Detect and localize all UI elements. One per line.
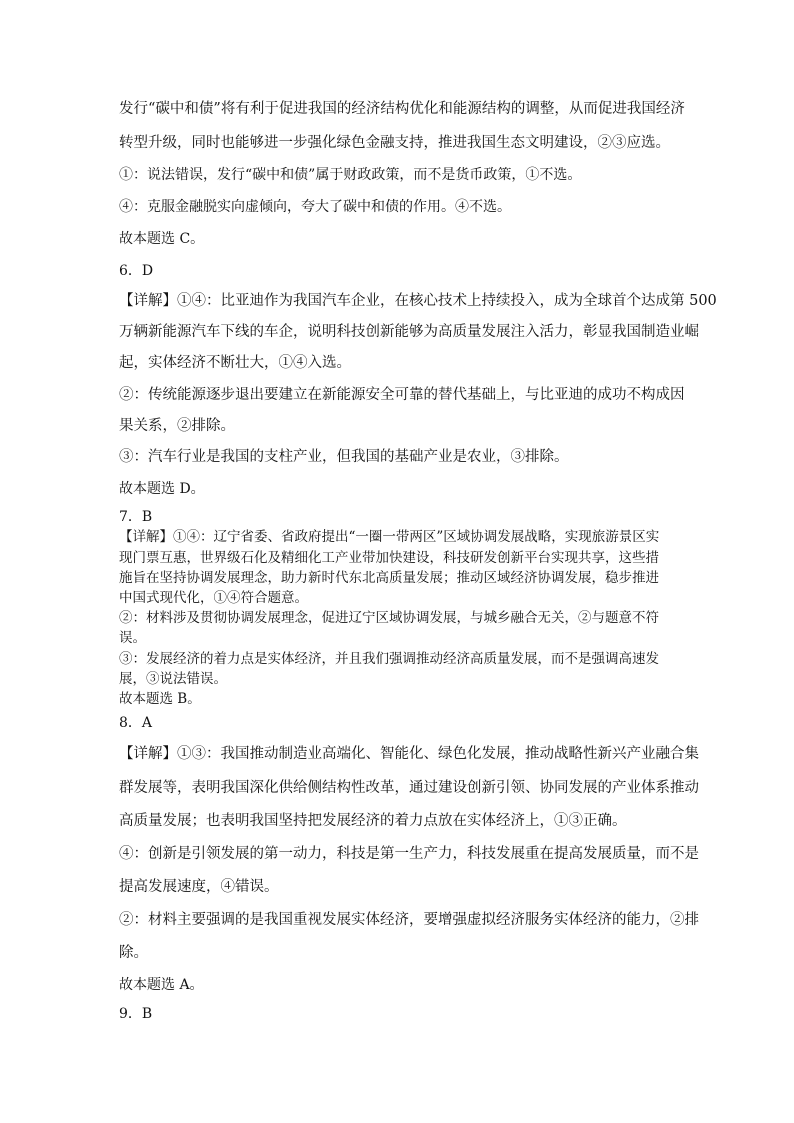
text-line: 故本题选 C。 bbox=[119, 231, 205, 247]
text-line: 除。 bbox=[119, 945, 148, 961]
text-line: ①：说法错误，发行“碳中和债”属于财政政策，而不是货币政策，①不选。 bbox=[119, 167, 582, 183]
text-line: 【详解】①④：比亚迪作为我国汽车企业，在核心技术上持续投入，成为全球首个达成第 500 bbox=[119, 293, 717, 309]
text-line: 施旨在坚持协调发展理念，助力新时代东北高质量发展；推动区域经济协调发展，稳步推进 bbox=[119, 570, 659, 586]
text-line: ②：材料主要强调的是我国重视发展实体经济，要增强虚拟经济服务实体经济的能力，②排 bbox=[119, 912, 699, 928]
text-line: ③：发展经济的着力点是实体经济，并且我们强调推动经济高质量发展，而不是强调高速发 bbox=[119, 651, 659, 667]
text-line: 故本题选 B。 bbox=[119, 691, 201, 707]
text-line: ③：汽车行业是我国的支柱产业，但我国的基础产业是农业，③排除。 bbox=[119, 449, 569, 465]
text-line: 故本题选 A。 bbox=[119, 977, 204, 993]
text-line: 果关系，②排除。 bbox=[119, 418, 235, 434]
text-line: 故本题选 D。 bbox=[119, 481, 205, 497]
text-line: 现门票互惠，世界级石化及精细化工产业带加快建设，科技研发创新平台实现共享，这些措 bbox=[119, 550, 659, 566]
text-line: 起，实体经济不断壮大，①④入选。 bbox=[119, 355, 351, 371]
text-line: 群发展等，表明我国深化供给侧结构性改革，通过建设创新引领、协同发展的产业体系推动 bbox=[119, 780, 699, 796]
text-line: 发行“碳中和债”将有利于促进我国的经济结构优化和能源结构的调整，从而促进我国经济 bbox=[119, 101, 685, 117]
text-line: 【详解】①④：辽宁省委、省政府提出“一圈一带两区”区域协调发展战略，实现旅游景区实 bbox=[119, 529, 660, 545]
text-line: 【详解】①③：我国推动制造业高端化、智能化、绿色化发展，推动战略性新兴产业融合集 bbox=[119, 746, 699, 762]
text-line: ④：克服金融脱实向虚倾向，夸大了碳中和债的作用。④不选。 bbox=[119, 199, 511, 215]
question-number: 9．B bbox=[119, 1006, 153, 1022]
text-line: 提高发展速度，④错误。 bbox=[119, 879, 279, 895]
text-line: 高质量发展；也表明我国坚持把发展经济的着力点放在实体经济上，①③正确。 bbox=[119, 813, 627, 829]
text-line: 万辆新能源汽车下线的车企，说明科技创新能够为高质量发展注入活力，彰显我国制造业崛 bbox=[119, 324, 699, 340]
text-line: ②：传统能源逐步退出要建立在新能源安全可靠的替代基础上，与比亚迪的成功不构成因 bbox=[119, 387, 685, 403]
question-number: 7．B bbox=[119, 509, 153, 525]
text-line: 转型升级，同时也能够进一步强化绿色金融支持，推进我国生态文明建设，②③应选。 bbox=[119, 135, 670, 151]
text-line: 中国式现代化，①④符合题意。 bbox=[119, 590, 308, 606]
question-number: 8．A bbox=[119, 715, 153, 731]
text-line: ②：材料涉及贯彻协调发展理念，促进辽宁区域协调发展，与城乡融合无关，②与题意不符 bbox=[119, 610, 659, 626]
text-line: 展，③说法错误。 bbox=[119, 671, 227, 687]
text-line: 误。 bbox=[119, 630, 146, 646]
question-number: 6．D bbox=[119, 263, 154, 279]
text-line: ④：创新是引领发展的第一动力，科技是第一生产力，科技发展重在提高发展质量，而不是 bbox=[119, 846, 699, 862]
